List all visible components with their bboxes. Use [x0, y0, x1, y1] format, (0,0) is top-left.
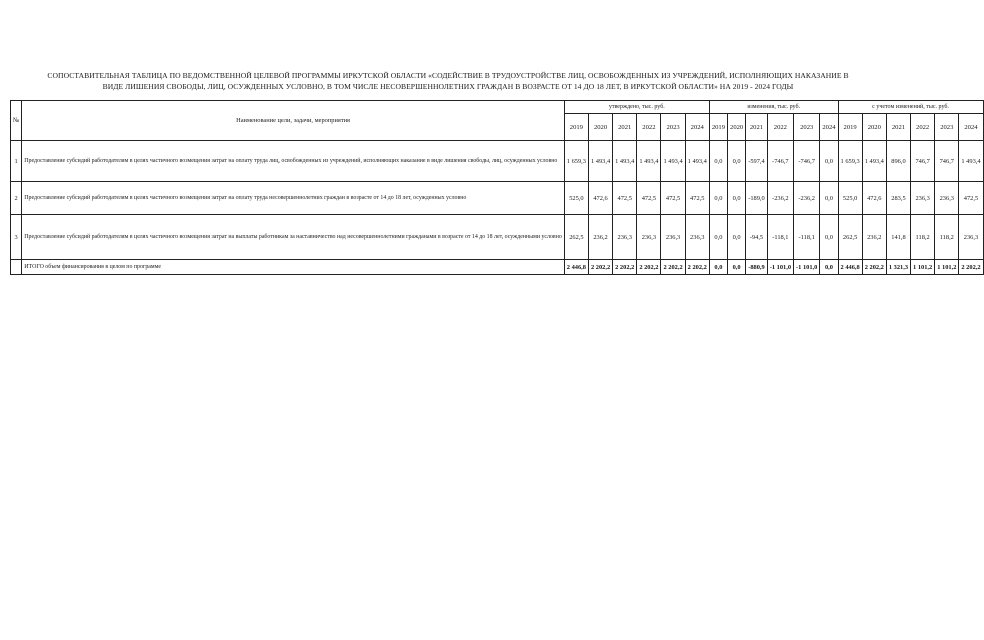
cell-changes: 0,0	[820, 215, 838, 260]
cell-changes: 0,0	[709, 215, 727, 260]
header-year-with-changes: 2019	[838, 114, 862, 141]
header-year-changes: 2021	[746, 114, 768, 141]
cell-with-changes: 236,3	[911, 182, 935, 215]
cell-changes: -597,4	[746, 141, 768, 182]
total-number-cell	[11, 260, 22, 275]
cell-approved: 1 493,4	[613, 141, 637, 182]
header-year-approved: 2024	[685, 114, 709, 141]
cell-total-with-changes: 2 202,2	[862, 260, 886, 275]
row-name: Предоставление субсидий работодателям в целях частичного возмещения затрат на оплату труда несовершеннолетних граждан в возрасте от 14 до 18 лет, осужденных условно	[22, 182, 565, 215]
cell-with-changes: 1 659,3	[838, 141, 862, 182]
cell-approved: 525,0	[564, 182, 588, 215]
cell-approved: 1 493,4	[685, 141, 709, 182]
cell-approved: 262,5	[564, 215, 588, 260]
cell-total-approved: 2 202,2	[661, 260, 685, 275]
cell-total-with-changes: 1 321,3	[886, 260, 910, 275]
cell-changes: -236,2	[794, 182, 820, 215]
cell-with-changes: 283,5	[886, 182, 910, 215]
cell-with-changes: 472,5	[959, 182, 983, 215]
cell-total-approved: 2 202,2	[685, 260, 709, 275]
header-year-with-changes: 2021	[886, 114, 910, 141]
header-group-approved: утверждено, тыс. руб.	[564, 101, 709, 114]
cell-with-changes: 746,7	[935, 141, 959, 182]
cell-approved: 236,3	[613, 215, 637, 260]
cell-changes: 0,0	[728, 215, 746, 260]
cell-approved: 236,3	[661, 215, 685, 260]
cell-changes: -94,5	[746, 215, 768, 260]
header-year-with-changes: 2023	[935, 114, 959, 141]
header-year-approved: 2019	[564, 114, 588, 141]
cell-with-changes: 1 493,4	[959, 141, 983, 182]
cell-with-changes: 1 493,4	[862, 141, 886, 182]
cell-total-changes: -880,9	[746, 260, 768, 275]
header-year-approved: 2022	[637, 114, 661, 141]
cell-with-changes: 472,6	[862, 182, 886, 215]
cell-approved: 1 659,3	[564, 141, 588, 182]
cell-changes: -118,1	[794, 215, 820, 260]
cell-total-changes: -1 101,0	[767, 260, 793, 275]
cell-approved: 472,5	[613, 182, 637, 215]
cell-total-approved: 2 202,2	[613, 260, 637, 275]
cell-total-with-changes: 2 202,2	[959, 260, 983, 275]
table-body	[11, 141, 984, 275]
cell-total-changes: 0,0	[709, 260, 727, 275]
header-year-changes: 2022	[767, 114, 793, 141]
cell-with-changes: 118,2	[911, 215, 935, 260]
row-number: 1	[11, 141, 22, 182]
cell-with-changes: 525,0	[838, 182, 862, 215]
cell-approved: 236,3	[637, 215, 661, 260]
cell-approved: 236,2	[588, 215, 612, 260]
header-year-changes: 2023	[794, 114, 820, 141]
cell-total-with-changes: 1 101,2	[935, 260, 959, 275]
title-line-1: СОПОСТАВИТЕЛЬНАЯ ТАБЛИЦА ПО ВЕДОМСТВЕННОЙ ЦЕЛЕВОЙ ПРОГРАММЫ ИРКУТСКОЙ ОБЛАСТИ «СОДЕЙСТВИЕ В ТРУДОУСТРОЙСТВЕ ЛИЦ, ОСВОБОЖДЕННЫХ ИЗ УЧРЕЖДЕНИЙ, ИСПОЛНЯЮЩИХ НАКАЗАНИЕ В	[47, 71, 849, 80]
cell-total-changes: 0,0	[820, 260, 838, 275]
document-title	[18, 70, 878, 92]
cell-total-with-changes: 2 446,8	[838, 260, 862, 275]
cell-changes: 0,0	[709, 182, 727, 215]
header-year-approved: 2020	[588, 114, 612, 141]
cell-changes: 0,0	[820, 141, 838, 182]
header-year-with-changes: 2024	[959, 114, 983, 141]
cell-approved: 472,5	[637, 182, 661, 215]
cell-approved: 236,3	[685, 215, 709, 260]
cell-changes: -118,1	[767, 215, 793, 260]
header-group-with-changes: с учетом изменений, тыс. руб.	[838, 101, 983, 114]
cell-with-changes: 236,2	[862, 215, 886, 260]
cell-with-changes: 746,7	[911, 141, 935, 182]
cell-changes: -746,7	[794, 141, 820, 182]
header-year-changes: 2019	[709, 114, 727, 141]
total-name: ИТОГО объем финансирования в целом по программе	[22, 260, 565, 275]
header-number: №	[11, 101, 22, 141]
cell-approved: 1 493,4	[588, 141, 612, 182]
cell-changes: 0,0	[728, 182, 746, 215]
cell-changes: 0,0	[728, 141, 746, 182]
table-row	[11, 182, 984, 215]
title-line-2: ВИДЕ ЛИШЕНИЯ СВОБОДЫ, ЛИЦ, ОСУЖДЕННЫХ УСЛОВНО, В ТОМ ЧИСЛЕ НЕСОВЕРШЕННОЛЕТНИХ ГРАЖДАН В ВОЗРАСТЕ ОТ 14 ДО 18 ЛЕТ, В ИРКУТСКОЙ ОБЛАСТИ» НА 2019 - 2024 ГОДЫ	[102, 82, 794, 91]
row-name: Предоставление субсидий работодателям в целях частичного возмещения затрат на выплаты работникам за наставничество над несовершеннолетними гражданами в возрасте от 14 до 18 лет, осужденными условно	[22, 215, 565, 260]
cell-approved: 1 493,4	[661, 141, 685, 182]
cell-with-changes: 896,0	[886, 141, 910, 182]
row-number: 2	[11, 182, 22, 215]
cell-total-changes: 0,0	[728, 260, 746, 275]
cell-approved: 472,5	[661, 182, 685, 215]
cell-approved: 472,6	[588, 182, 612, 215]
cell-total-approved: 2 202,2	[588, 260, 612, 275]
cell-total-approved: 2 202,2	[637, 260, 661, 275]
cell-total-approved: 2 446,8	[564, 260, 588, 275]
header-year-changes: 2024	[820, 114, 838, 141]
cell-approved: 1 493,4	[637, 141, 661, 182]
cell-total-changes: -1 101,0	[794, 260, 820, 275]
cell-with-changes: 262,5	[838, 215, 862, 260]
cell-changes: 0,0	[820, 182, 838, 215]
cell-with-changes: 118,2	[935, 215, 959, 260]
cell-changes: -746,7	[767, 141, 793, 182]
table-row	[11, 141, 984, 182]
cell-changes: 0,0	[709, 141, 727, 182]
header-year-approved: 2023	[661, 114, 685, 141]
table-row	[11, 215, 984, 260]
header-group-changes: изменения, тыс. руб.	[709, 101, 838, 114]
header-name: Наименование цели, задачи, мероприятия	[22, 101, 565, 141]
cell-changes: -189,0	[746, 182, 768, 215]
total-row	[11, 260, 984, 275]
cell-approved: 472,5	[685, 182, 709, 215]
header-year-changes: 2020	[728, 114, 746, 141]
header-year-with-changes: 2020	[862, 114, 886, 141]
header-year-with-changes: 2022	[911, 114, 935, 141]
cell-total-with-changes: 1 101,2	[911, 260, 935, 275]
cell-with-changes: 141,8	[886, 215, 910, 260]
comparison-table	[10, 100, 984, 275]
cell-with-changes: 236,3	[959, 215, 983, 260]
cell-with-changes: 236,3	[935, 182, 959, 215]
cell-changes: -236,2	[767, 182, 793, 215]
row-name: Предоставление субсидий работодателям в целях частичного возмещения затрат на оплату труда лиц, освобожденных из учреждений, исполняющих наказание в виде лишения свободы, лиц, осужденных условно	[22, 141, 565, 182]
row-number: 3	[11, 215, 22, 260]
header-year-approved: 2021	[613, 114, 637, 141]
